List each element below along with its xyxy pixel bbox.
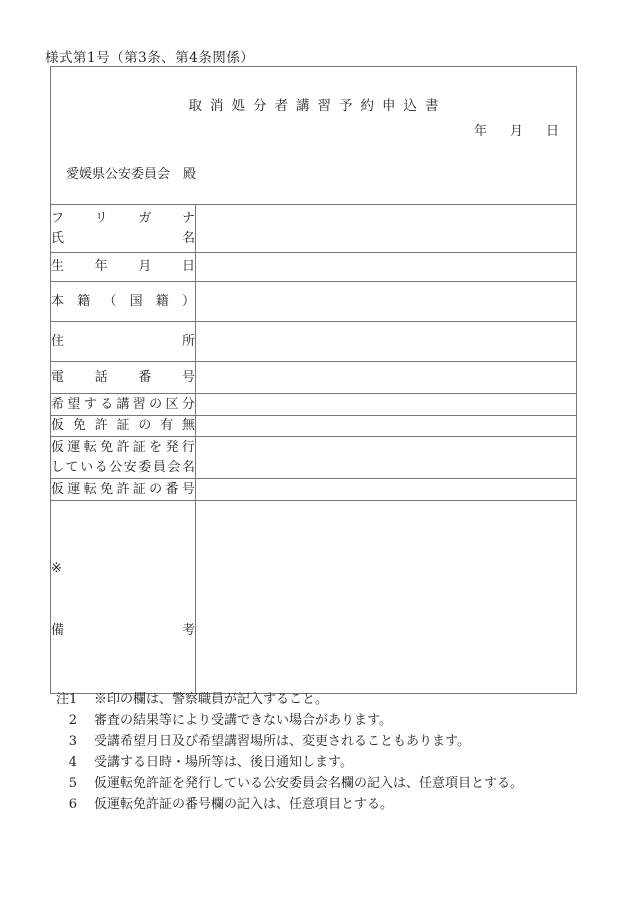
form-header-cell — [51, 67, 577, 205]
form-title: 取消処分者講習予約申込書 — [188, 98, 447, 114]
footnote-1 — [56, 689, 523, 710]
table-row — [51, 362, 577, 394]
footnote-text: 審査の結果等により受講できない場合があります。 — [94, 713, 392, 728]
addressee: 愛媛県公安委員会 殿 — [66, 167, 197, 182]
label-desired-course-category: 希 望 す る 講 習 の 区 分 — [51, 394, 196, 416]
footnote-number: 注1 — [56, 692, 78, 707]
footnote-text: 仮運転免許証の番号欄の記入は、任意項目とする。 — [94, 797, 394, 812]
footnote-text: 受講希望月日及び希望講習場所は、変更されることもあります。 — [94, 734, 470, 749]
label-issuing-commission-name: 仮 運 転 免 許 証 を 発 行 し て い る 公 安 委 員 会 名 — [51, 437, 196, 479]
date-line: 年 月 日 — [473, 124, 564, 139]
label-provisional-license-presence: 仮 免 許 証 の 有 無 — [51, 416, 196, 437]
table-row — [51, 322, 577, 362]
label-remarks: ※ 備 考 — [51, 501, 196, 694]
value-cell-desired-course-category — [196, 394, 577, 416]
footnote-6 — [56, 794, 523, 815]
table-row — [51, 479, 577, 501]
police-only-mark: ※ — [51, 561, 62, 576]
value-cell-registered-domicile — [196, 282, 577, 322]
footnote-number: 2 — [68, 713, 77, 728]
footnote-3 — [56, 731, 523, 752]
label-furigana-name: フ リ ガ ナ 氏 名 — [51, 205, 196, 253]
footnotes — [56, 689, 523, 815]
label-address: 住 所 — [51, 322, 196, 362]
value-cell-remarks — [196, 501, 577, 694]
footnote-4 — [56, 752, 523, 773]
table-row — [51, 437, 577, 479]
label-birthdate: 生 年 月 日 — [51, 253, 196, 282]
label-provisional-license-number: 仮 運 転 免 許 証 の 番 号 — [51, 479, 196, 501]
table-row — [51, 394, 577, 416]
footnote-number: 3 — [68, 734, 77, 749]
table-row — [51, 416, 577, 437]
footnote-5 — [56, 773, 523, 794]
value-cell-birthdate — [196, 253, 577, 282]
value-cell-provisional-license-number — [196, 479, 577, 501]
value-cell-provisional-license-presence — [196, 416, 577, 437]
footnote-number: 5 — [68, 776, 77, 791]
footnote-number: 6 — [68, 797, 77, 812]
table-row — [51, 282, 577, 322]
value-cell-furigana-name — [196, 205, 577, 253]
footnote-text: 仮運転免許証を発行している公安委員会名欄の記入は、任意項目とする。 — [94, 776, 524, 791]
table-row — [51, 501, 577, 694]
footnote-text: ※印の欄は、警察職員が記入すること。 — [94, 692, 329, 707]
value-cell-issuing-commission-name — [196, 437, 577, 479]
value-cell-phone-number — [196, 362, 577, 394]
form-number: 様式第1号（第3条、第4条関係） — [45, 50, 255, 66]
footnote-number: 4 — [68, 755, 77, 770]
value-cell-address — [196, 322, 577, 362]
label-phone-number: 電 話 番 号 — [51, 362, 196, 394]
footnote-text: 受講する日時・場所等は、後日通知します。 — [94, 755, 353, 770]
label-registered-domicile: 本 籍 （ 国 籍 ） — [51, 282, 196, 322]
application-form-table — [50, 66, 577, 694]
footnote-2 — [56, 710, 523, 731]
table-row — [51, 205, 577, 253]
table-row — [51, 253, 577, 282]
